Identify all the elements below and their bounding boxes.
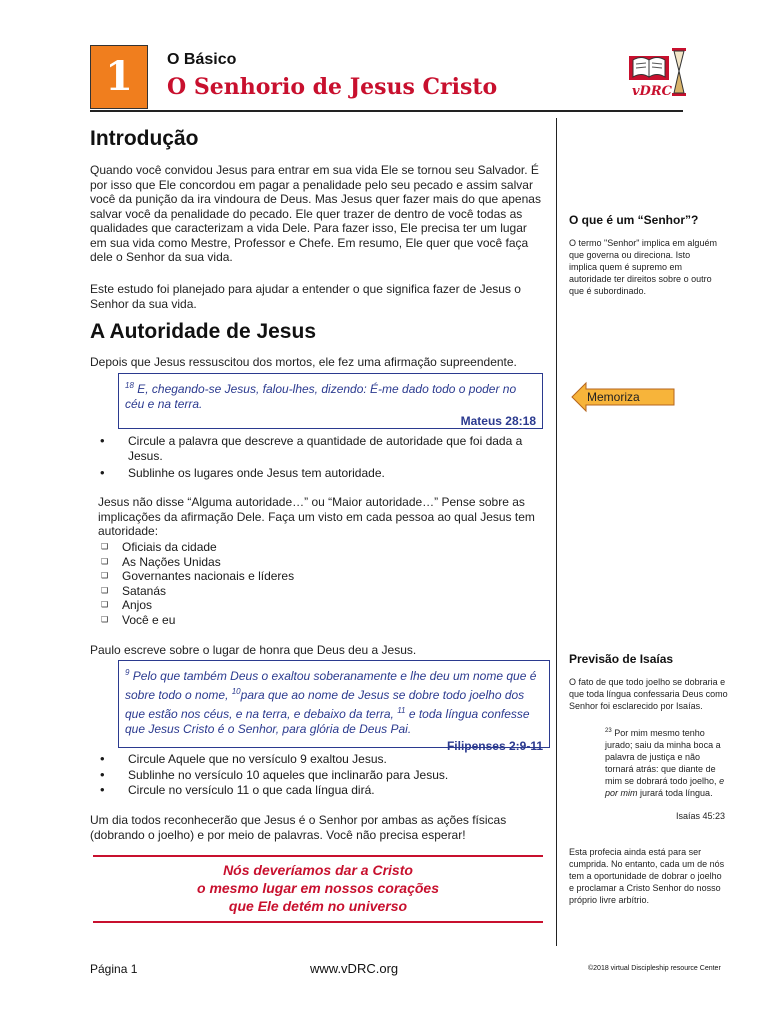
vdrc-logo <box>628 44 688 104</box>
sidebar-senhor-heading: O que é um “Senhor”? <box>569 213 699 227</box>
isaias-reference: Isaías 45:23 <box>676 811 726 821</box>
authority-checklist <box>100 540 400 627</box>
quote-rule-top <box>93 855 543 857</box>
list-item: • Circule a palavra que descreve a quantidade de autoridade que foi dada a Jesus. <box>100 434 546 463</box>
column-divider <box>556 118 557 946</box>
intro-heading: Introdução <box>90 127 199 150</box>
sidebar-senhor-text: O termo "Senhor" implica em alguém que governa ou direciona. Isto implica quem é supremo em autoridade ter direitos sobre o outro que é subordinado. <box>569 238 717 296</box>
quote-line: que Ele detém no universo <box>228 898 408 914</box>
verse-text: para que ao nome de Jesus se dobre todo joelho dos que estão nos céus, e na terra, e debaixo da terra, <box>125 688 525 721</box>
copyright: ©2018 virtual Discipleship resource Center <box>588 965 721 972</box>
isaias-quote-text: Por mim mesmo tenho jurado; saiu da minha boca a palavra de justiça e não tornará atrás: que diante de mim se dobrará todo joelho, <box>605 728 721 786</box>
verse-number: 23 <box>605 728 612 734</box>
logo-text: vDRC <box>632 84 672 99</box>
lesson-title: O Senhorio de Jesus Cristo <box>167 74 498 100</box>
checklist-item[interactable]: ❑ Oficiais da cidade <box>100 540 400 555</box>
intro-paragraph: Quando você convidou Jesus para entrar em sua vida Ele se tornou seu Salvador. É por isso que Ele concordou em pagar a penalidade pelo seu pecado e assim salvar você da punição da ira vindoura de Deus. Mas Jesus quer fazer mais do que apenas salvar você da penalidade do pecado. Ele quer trazer de dentro de você todas as qualidades que caracterizam a vida Dele. Para fazer isso, Ele precisa ter um lugar em sua vida como Mestre, Professor e Chefe. Em resumo, Ele quer que você faça dele o Senhor da sua vida. <box>90 163 541 264</box>
key-quote <box>93 861 543 915</box>
authority-heading: A Autoridade de Jesus <box>90 320 316 343</box>
paulo-paragraph: Paulo escreve sobre o lugar de honra que Deus deu a Jesus. <box>90 643 417 657</box>
checklist-item[interactable]: ❑ Governantes nacionais e líderes <box>100 569 400 584</box>
verse-box-filipenses <box>118 660 550 753</box>
verse-box-mateus <box>118 373 543 429</box>
memoriza-callout <box>570 381 676 413</box>
conclusion-paragraph: Um dia todos reconhecerão que Jesus é o Senhor por ambas as ações físicas (dobrando o joelho) e por meio de palavras. Você não precisa esperar! <box>90 813 507 842</box>
sidebar-isaias-heading: Previsão de Isaías <box>569 652 674 666</box>
lesson-subtitle: O Básico <box>167 51 237 68</box>
lesson-number: 1 <box>90 45 148 109</box>
checklist-item[interactable]: ❑ Satanás <box>100 584 400 599</box>
checklist-item[interactable]: ❑ As Nações Unidas <box>100 555 400 570</box>
checklist-item[interactable]: ❑ Você e eu <box>100 613 400 628</box>
isaias-quote <box>605 725 727 799</box>
verse-number: 18 <box>125 381 134 390</box>
verse-text: E, chegando-se Jesus, falou-lhes, dizendo: É-me dado todo o poder no céu e na terra. <box>125 382 517 411</box>
memoriza-label: Memoriza <box>587 390 640 404</box>
header-rule <box>90 110 683 112</box>
isaias-quote-emphasis: e por mim <box>605 776 725 798</box>
verse-text: Pelo que também Deus o exaltou soberanamente e lhe deu um nome que é sobre todo o nome, <box>125 669 537 702</box>
quote-rule-bottom <box>93 921 543 923</box>
verse-number: 9 <box>125 668 130 677</box>
quote-line: o mesmo lugar em nossos corações <box>197 880 439 896</box>
instruction-list-2 <box>100 752 546 799</box>
isaias-quote-text-end: jurará toda língua. <box>637 788 713 798</box>
instruction-list-1 <box>100 434 546 484</box>
verse-reference: Mateus 28:18 <box>460 414 536 428</box>
checklist-intro: Jesus não disse “Alguma autoridade…” ou “Maior autoridade…” Pense sobre as implicações da afirmação Dele. Faça um visto em cada pessoa ao qual Jesus tem autoridade: <box>98 495 535 538</box>
list-item: • Sublinhe os lugares onde Jesus tem autoridade. <box>100 466 546 481</box>
verse-number: 10 <box>231 687 241 696</box>
verse-reference: Filipenses 2:9-11 <box>446 739 543 753</box>
list-item: • Circule no versículo 11 o que cada língua dirá. <box>100 783 546 798</box>
list-item: • Sublinhe no versículo 10 aqueles que inclinarão para Jesus. <box>100 768 546 783</box>
verse-number: 11 <box>397 706 406 715</box>
authority-lead: Depois que Jesus ressuscitou dos mortos, ele fez uma afirmação supreendente. <box>90 355 517 369</box>
sidebar-isaias-text: O fato de que todo joelho se dobraria e que toda língua confessaria Deus como Senhor foi esclarecido por Isaías. <box>569 677 728 711</box>
list-item: • Circule Aquele que no versículo 9 exaltou Jesus. <box>100 752 546 767</box>
website-url[interactable]: www.vDRC.org <box>310 961 399 976</box>
quote-line: Nós deveríamos dar a Cristo <box>223 862 413 878</box>
intro-purpose-paragraph: Este estudo foi planejado para ajudar a entender o que significa fazer de Jesus o Senhor da sua vida. <box>90 282 521 311</box>
checklist-item[interactable]: ❑ Anjos <box>100 598 400 613</box>
page-number: Página 1 <box>90 962 138 976</box>
verse-text: e toda língua confesse que Jesus Cristo é o Senhor, para glória de Deus Pai. <box>125 707 530 736</box>
sidebar-profecia-text: Esta profecia ainda está para ser cumprida. No entanto, cada um de nós tem a oportunidade de dobrar o joelho e proclamar a Cristo Senhor do nosso próprio livre arbítrio. <box>569 847 725 905</box>
